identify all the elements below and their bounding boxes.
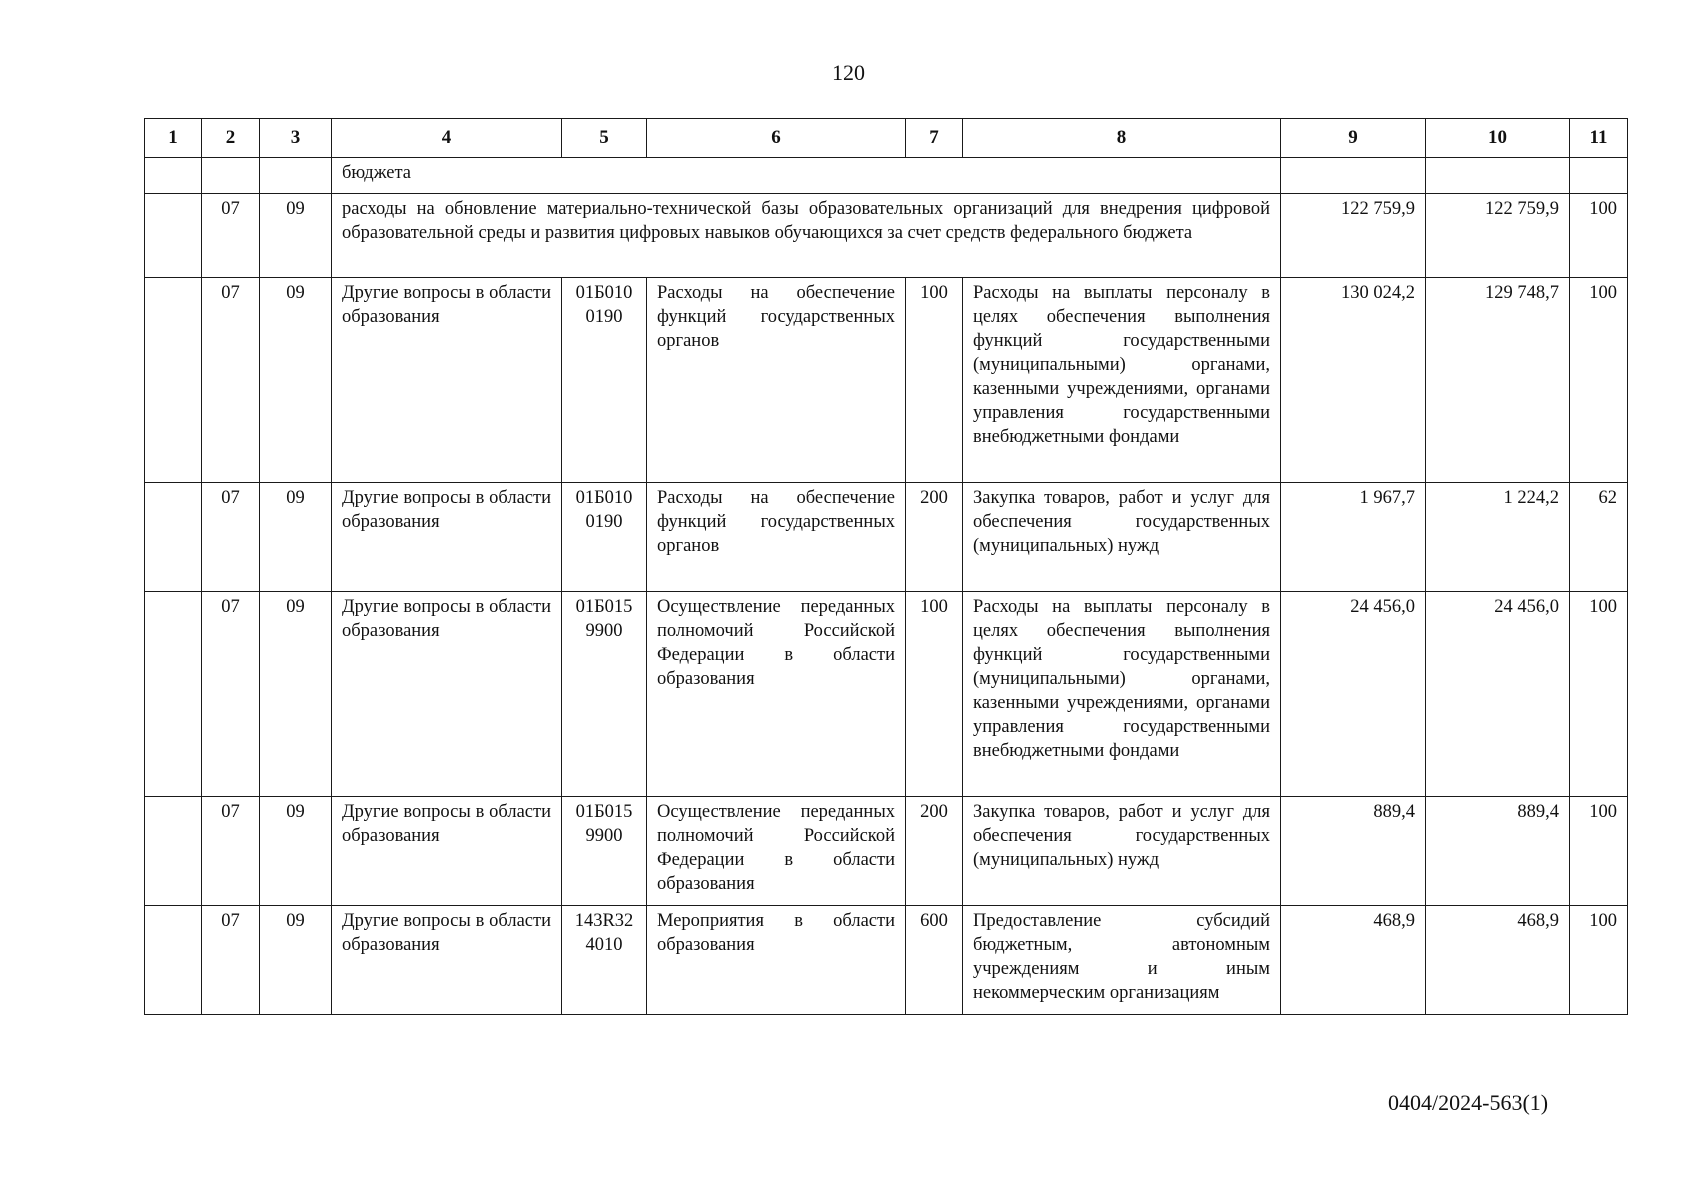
table-row	[145, 906, 1628, 1015]
column-header: 3	[260, 119, 332, 158]
cell-empty	[145, 906, 202, 1015]
cell-empty	[145, 592, 202, 797]
column-header: 5	[562, 119, 647, 158]
cell-percent: 100	[1570, 278, 1628, 483]
cell-subsection-name: Другие вопросы в области образования	[332, 278, 562, 483]
cell-target-code: 01Б015 9900	[562, 797, 647, 906]
cell-section: 07	[202, 592, 260, 797]
cell-subsection-name: Другие вопросы в области образования	[332, 592, 562, 797]
cell-executed: 122 759,9	[1426, 194, 1570, 278]
section-description: расходы на обновление материально-технической базы образовательных организаций для внедрения цифровой образовательной среды и развития цифровых навыков обучающихся за счет средств федерального бюджета	[332, 194, 1281, 278]
budget-table	[144, 118, 1628, 1015]
table-row-section	[145, 194, 1628, 278]
cell-expense-name: Расходы на выплаты персоналу в целях обеспечения выполнения функций государственными (муниципальными) органами, казенными учреждениями, органами управления государственными внебюджетными фондами	[963, 278, 1281, 483]
cell-empty	[145, 158, 202, 194]
cell-empty	[145, 194, 202, 278]
cell-empty	[145, 797, 202, 906]
cell-target-name: Расходы на обеспечение функций государственных органов	[647, 278, 906, 483]
cell-expense-code: 100	[906, 592, 963, 797]
cell-empty	[260, 158, 332, 194]
cell-executed: 889,4	[1426, 797, 1570, 906]
cell-target-code: 01Б015 9900	[562, 592, 647, 797]
column-header: 2	[202, 119, 260, 158]
cell-section: 07	[202, 194, 260, 278]
cell-percent: 100	[1570, 194, 1628, 278]
cell-target-name: Осуществление переданных полномочий Российской Федерации в области образования	[647, 797, 906, 906]
cell-percent: 100	[1570, 797, 1628, 906]
column-header: 11	[1570, 119, 1628, 158]
page-number: 120	[832, 60, 865, 85]
column-header: 1	[145, 119, 202, 158]
column-header: 8	[963, 119, 1281, 158]
column-header: 4	[332, 119, 562, 158]
column-header: 9	[1281, 119, 1426, 158]
column-header: 10	[1426, 119, 1570, 158]
cell-subsection: 09	[260, 592, 332, 797]
cell-expense-code: 200	[906, 483, 963, 592]
cell-expense-code: 100	[906, 278, 963, 483]
cell-target-name: Мероприятия в области образования	[647, 906, 906, 1015]
cell-target-code: 143R32 4010	[562, 906, 647, 1015]
cell-percent: 62	[1570, 483, 1628, 592]
cell-planned: 468,9	[1281, 906, 1426, 1015]
header-row	[145, 119, 1628, 158]
cell-expense-code: 200	[906, 797, 963, 906]
cell-target-name: Осуществление переданных полномочий Российской Федерации в области образования	[647, 592, 906, 797]
cell-subsection-name: Другие вопросы в области образования	[332, 906, 562, 1015]
cell-planned: 130 024,2	[1281, 278, 1426, 483]
cell-empty	[1426, 158, 1570, 194]
cell-executed: 1 224,2	[1426, 483, 1570, 592]
cell-executed: 24 456,0	[1426, 592, 1570, 797]
cell-empty	[202, 158, 260, 194]
cell-expense-name: Предоставление субсидий бюджетным, автономным учреждениям и иным некоммерческим организациям	[963, 906, 1281, 1015]
cell-section: 07	[202, 797, 260, 906]
cell-subsection: 09	[260, 797, 332, 906]
cell-empty	[1281, 158, 1426, 194]
cell-target-code: 01Б010 0190	[562, 278, 647, 483]
column-header: 7	[906, 119, 963, 158]
table-row	[145, 797, 1628, 906]
cell-empty	[1570, 158, 1628, 194]
document-number: 0404/2024-563(1)	[1388, 1090, 1549, 1115]
cell-subsection: 09	[260, 278, 332, 483]
table-row	[145, 278, 1628, 483]
cell-subsection-name: Другие вопросы в области образования	[332, 797, 562, 906]
cell-target-name: Расходы на обеспечение функций государственных органов	[647, 483, 906, 592]
table-row-continuation	[145, 158, 1628, 194]
cell-subsection: 09	[260, 483, 332, 592]
column-header: 6	[647, 119, 906, 158]
cell-empty	[145, 483, 202, 592]
cell-planned: 1 967,7	[1281, 483, 1426, 592]
cell-empty	[145, 278, 202, 483]
cell-section: 07	[202, 483, 260, 592]
cell-target-code: 01Б010 0190	[562, 483, 647, 592]
cell-subsection: 09	[260, 906, 332, 1015]
cell-percent: 100	[1570, 592, 1628, 797]
cell-subsection-name: Другие вопросы в области образования	[332, 483, 562, 592]
cell-executed: 129 748,7	[1426, 278, 1570, 483]
cell-subsection: 09	[260, 194, 332, 278]
cell-expense-code: 600	[906, 906, 963, 1015]
cell-planned: 24 456,0	[1281, 592, 1426, 797]
cell-section: 07	[202, 278, 260, 483]
cell-expense-name: Закупка товаров, работ и услуг для обеспечения государственных (муниципальных) нужд	[963, 483, 1281, 592]
cell-expense-name: Расходы на выплаты персоналу в целях обеспечения выполнения функций государственными (муниципальными) органами, казенными учреждениями, органами управления государственными внебюджетными фондами	[963, 592, 1281, 797]
continuation-text: бюджета	[332, 158, 1281, 194]
cell-section: 07	[202, 906, 260, 1015]
cell-expense-name: Закупка товаров, работ и услуг для обеспечения государственных (муниципальных) нужд	[963, 797, 1281, 906]
cell-percent: 100	[1570, 906, 1628, 1015]
cell-planned: 889,4	[1281, 797, 1426, 906]
table-row	[145, 483, 1628, 592]
cell-executed: 468,9	[1426, 906, 1570, 1015]
cell-planned: 122 759,9	[1281, 194, 1426, 278]
table-row	[145, 592, 1628, 797]
